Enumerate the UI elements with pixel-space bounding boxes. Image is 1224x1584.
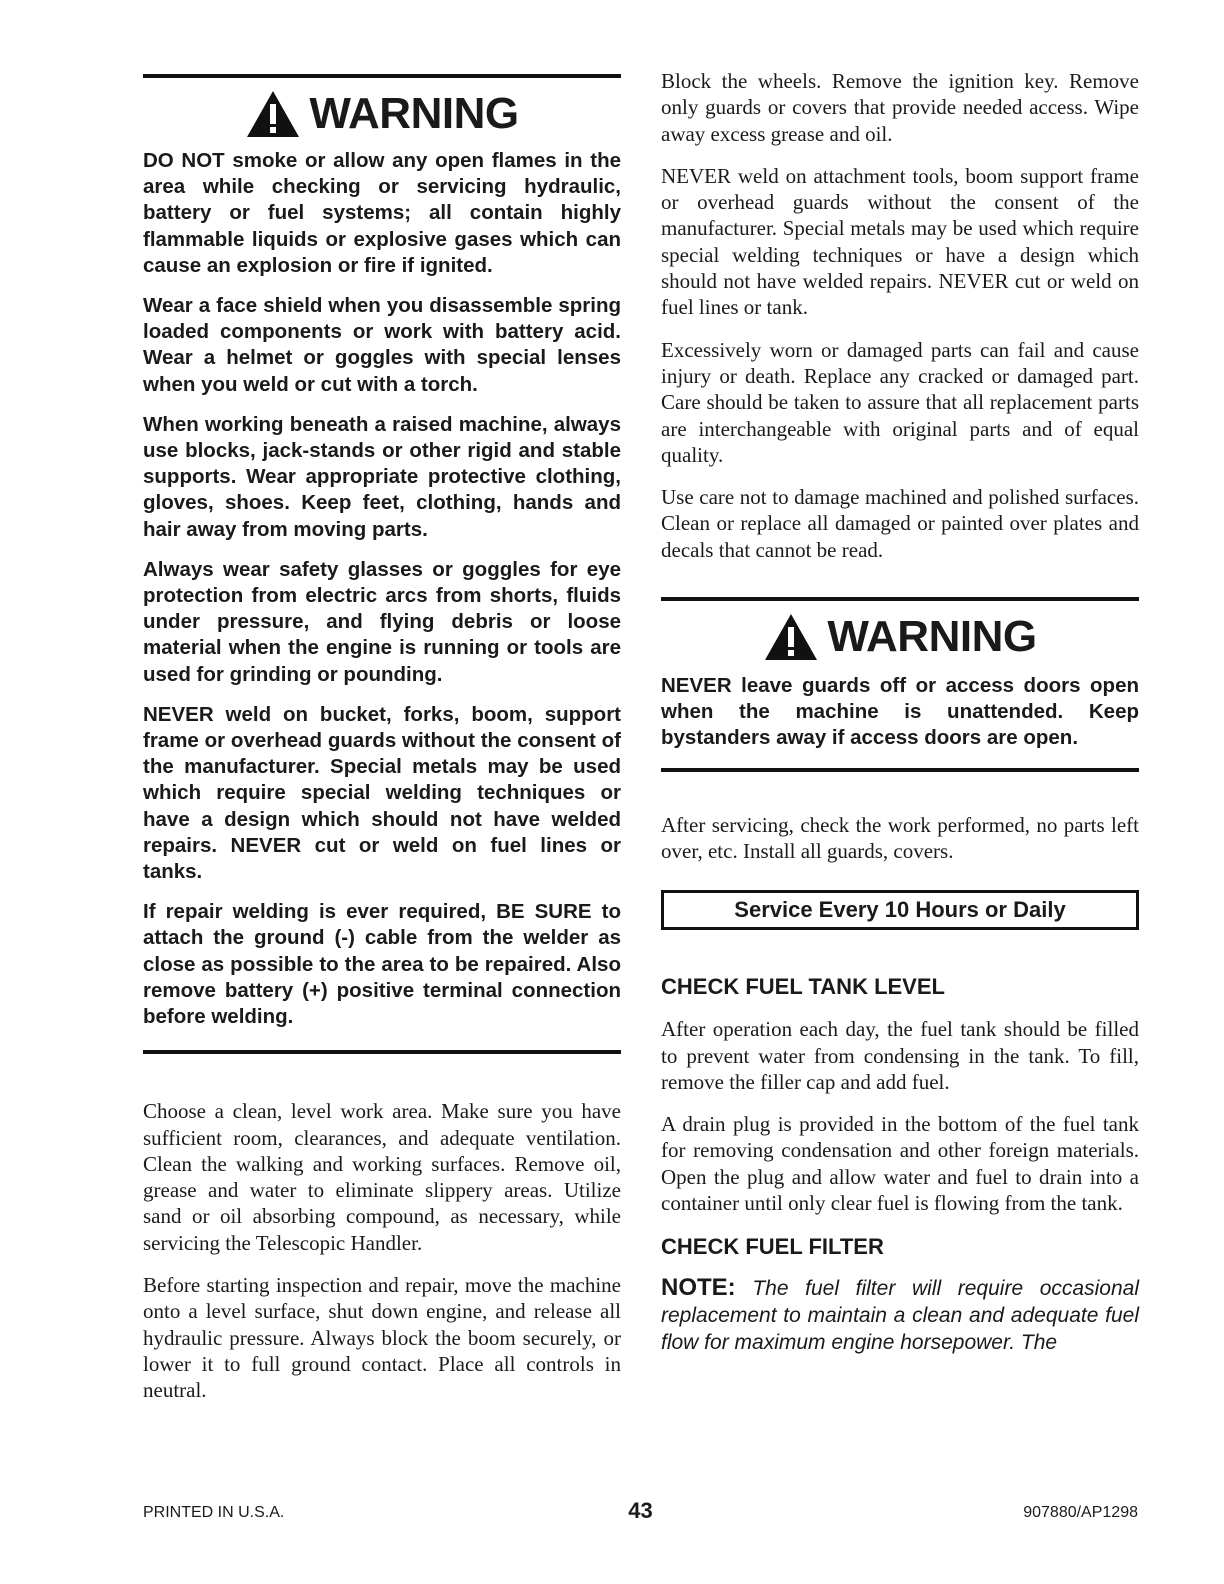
warning-paragraph: When working beneath a raised machine, always use blocks, jack-stands or other rigid and stable supports. Wear appropriate protective clothing, gloves, shoes. Keep feet, clothing, hands and hair away from moving parts. [143,412,621,541]
warning-triangle-icon [245,89,301,139]
body-paragraph: Excessively worn or damaged parts can fail and cause injury or death. Replace any cracked or damaged part. Care should be taken to assure that all replacement parts are interchangeable with original parts and of equal quality. [661,337,1139,467]
note-label: NOTE: [661,1274,736,1302]
warning-title [661,609,1139,665]
footer-printed: PRINTED IN U.S.A. [143,1504,285,1521]
warning-bottom-rule [661,768,1139,772]
service-interval-label: Service Every 10 Hours or Daily [734,897,1066,923]
warning-box-right [661,597,1139,772]
footer-doc-code: 907880/AP1298 [1023,1504,1138,1521]
warning-top-rule [661,597,1139,601]
page-number: 43 [628,1498,653,1523]
page-footer [143,1498,1138,1528]
note-paragraph [661,1274,1139,1356]
body-paragraph: After servicing, check the work performed, no parts left over, etc. Install all guards, covers. [661,812,1139,863]
warning-bottom-rule [143,1050,621,1054]
section-heading: CHECK FUEL TANK LEVEL [661,974,945,1000]
body-paragraph: Choose a clean, level work area. Make sure you have sufficient room, clearances, and adequate ventilation. Clean the walking and working surfaces. Remove oil, grease and water to eliminate slippery areas. Utilize sand or oil absorbing compound, as necessary, while servicing the Telescopic Handler. [143,1099,621,1255]
warning-top-rule [143,74,621,78]
warning-paragraph: Wear a face shield when you disassemble spring loaded components or work with battery acid. Wear a helmet or goggles with special lenses when you weld or cut with a torch. [143,294,621,396]
warning-paragraph: NEVER leave guards off or access doors open when the machine is unattended. Keep bystanders away if access doors are open. [661,674,1139,750]
body-paragraph: A drain plug is provided in the bottom of the fuel tank for removing condensation and other foreign materials. Open the plug and allow water and fuel to drain into a container until only clear fuel is flowing from the tank. [661,1112,1139,1216]
warning-title [143,86,621,142]
body-paragraph: After operation each day, the fuel tank should be filled to prevent water from condensing in the tank. To fill, remove the filler cap and add fuel. [661,1017,1139,1094]
body-paragraph: Use care not to damage machined and polished surfaces. Clean or replace all damaged or painted over plates and decals that cannot be read. [661,485,1139,562]
warning-paragraph: NEVER weld on bucket, forks, boom, support frame or overhead guards without the consent of the manufacturer. Special metals may be used which require special welding techniques or have a design which should not have welded repairs. NEVER cut or weld on fuel lines or tanks. [143,702,621,884]
warning-title-text: WARNING [827,612,1037,662]
right-column [661,0,1139,1356]
note-text: The fuel filter will require occasional replacement to maintain a clean and adequate fuel flow for maximum engine horsepower. The [661,1277,1139,1355]
warning-triangle-icon [763,612,819,662]
warning-box-left [143,74,621,1054]
warning-title-text: WARNING [309,89,519,138]
warning-paragraph: DO NOT smoke or allow any open flames in the area while checking or servicing hydraulic, battery or fuel systems; all contain highly flammable liquids or explosive gases which can cause an explosion or fire if ignited. [143,149,621,277]
warning-paragraph: If repair welding is ever required, BE SURE to attach the ground (-) cable from the welder as close as possible to the area to be repaired. Also remove battery (+) positive terminal connection before welding. [143,900,621,1029]
body-paragraph: NEVER weld on attachment tools, boom support frame or overhead guards without the consent of the manufacturer. Special metals may be used which require special welding techniques or have a design which should not have welded repairs. NEVER cut or weld on fuel lines or tank. [661,163,1139,320]
body-paragraph: Block the wheels. Remove the ignition key. Remove only guards or covers that provide needed access. Wipe away excess grease and oil. [661,69,1139,146]
service-interval-box [661,890,1139,930]
left-column [143,0,621,1404]
section-heading: CHECK FUEL FILTER [661,1234,884,1260]
body-paragraph: Before starting inspection and repair, move the machine onto a level surface, shut down engine, and release all hydraulic pressure. Always block the boom securely, or lower it to full ground contact. Place all controls in neutral. [143,1273,621,1403]
warning-paragraph: Always wear safety glasses or goggles for eye protection from electric arcs from shorts, fluids under pressure, and flying debris or loose material when the engine is running or tools are used for grinding or pounding. [143,557,621,686]
